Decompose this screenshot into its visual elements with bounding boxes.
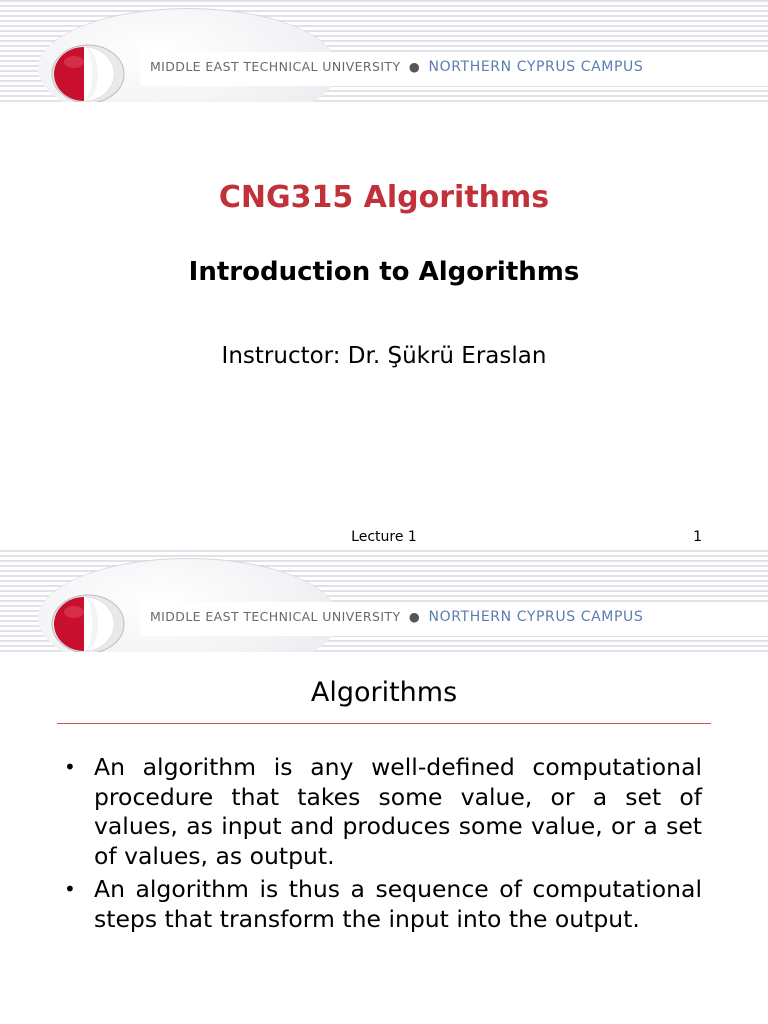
bullet-marker: • [64,877,76,901]
bullet-marker: • [64,755,76,779]
metu-logo-icon [50,594,128,652]
slide-title: Algorithms [310,677,458,708]
title-divider [57,723,711,724]
bullet-item [58,753,702,871]
university-banner [0,0,768,102]
bullet-text: An algorithm is any well-defined computational procedure that takes some value, or a set of values, as input and produces some value, or a set of values, as output. [94,753,702,870]
banner-separator: ● [408,59,421,74]
university-name: MIDDLE EAST TECHNICAL UNIVERSITY [150,59,401,74]
campus-name: NORTHERN CYPRUS CAMPUS [428,59,644,75]
instructor-line: Instructor: Dr. Şükrü Eraslan [221,343,547,369]
lecture-subtitle: Introduction to Algorithms [188,257,580,287]
banner-text [150,59,643,75]
campus-name: NORTHERN CYPRUS CAMPUS [428,609,644,625]
banner-separator: ● [408,609,421,624]
course-title: CNG315 Algorithms [218,180,550,215]
university-name: MIDDLE EAST TECHNICAL UNIVERSITY [150,609,401,624]
university-banner [0,550,768,652]
bullet-list [58,753,702,938]
content-slide [0,550,768,1024]
bullet-item [58,875,702,934]
footer-lecture-label: Lecture 1 [351,529,417,545]
metu-logo-icon [50,44,128,102]
footer-page-number: 1 [693,529,702,545]
bullet-text: An algorithm is thus a sequence of computational steps that transform the input into the output. [94,875,702,933]
banner-text [150,609,643,625]
